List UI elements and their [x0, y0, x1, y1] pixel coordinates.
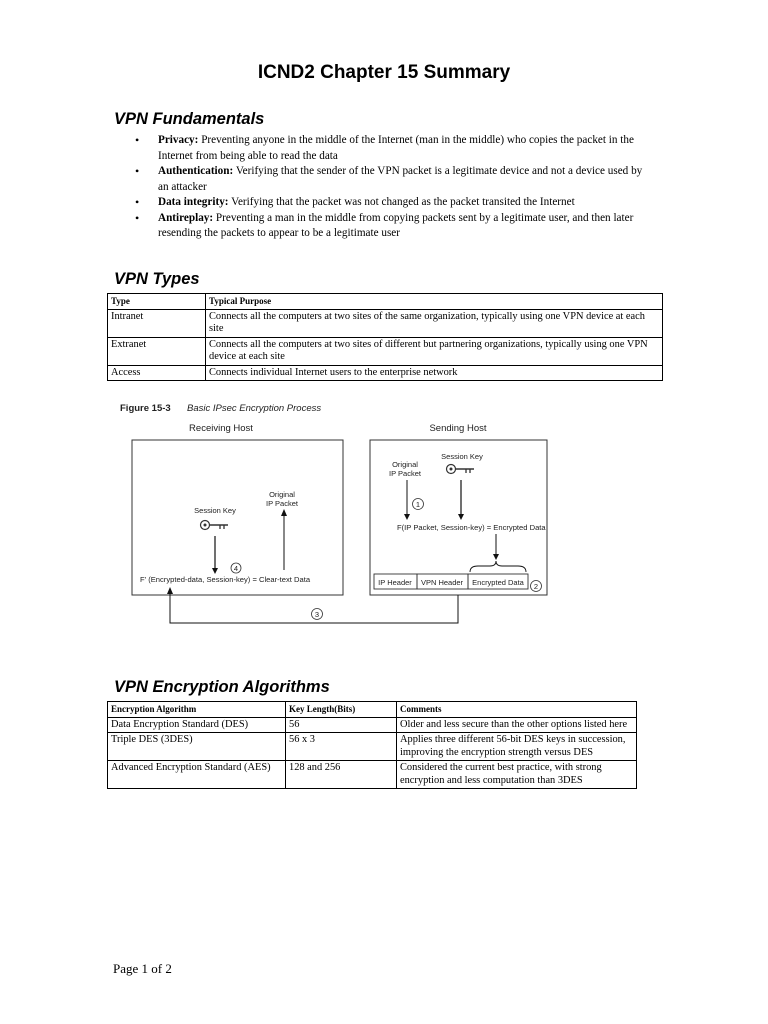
encryption-algorithms-table — [107, 701, 637, 789]
table-row — [108, 337, 663, 365]
step-4-number: 4 — [233, 564, 239, 573]
table-row — [108, 365, 663, 381]
decrypt-formula: F' (Encrypted-data, Session-key) = Clear-text Data — [140, 575, 311, 584]
decrypt-arrowhead — [212, 568, 218, 574]
table-cell: 128 and 256 — [286, 761, 397, 789]
step-1-number: 1 — [415, 500, 421, 509]
step-2-number: 2 — [533, 582, 539, 591]
table-cell: Extranet — [108, 337, 206, 365]
list-item — [135, 211, 655, 242]
transfer-arrowhead — [167, 587, 173, 594]
table-cell: Access — [108, 365, 206, 381]
encrypted-data-brace — [470, 561, 526, 572]
table-row — [108, 761, 637, 789]
table-cell: Connects all the computers at two sites of different but partnering organizations, typically using one VPN device at each site — [206, 337, 663, 365]
table-cell: Intranet — [108, 309, 206, 337]
ipsec-encryption-figure — [118, 398, 558, 628]
table-cell: Advanced Encryption Standard (AES) — [108, 761, 286, 789]
encrypt-formula: F(IP Packet, Session-key) = Encrypted Data — [397, 523, 546, 532]
table-header-row — [108, 294, 663, 310]
table-cell: Older and less secure than the other options listed here — [397, 717, 637, 733]
page-footer: Page 1 of 2 — [113, 961, 172, 976]
original-ip-packet-label-line2: IP Packet — [266, 499, 298, 508]
table-cell: Data Encryption Standard (DES) — [108, 717, 286, 733]
table-cell: 56 x 3 — [286, 733, 397, 761]
section-heading-types: VPN Types — [114, 270, 200, 288]
original-ip-packet-label-line1: Original — [269, 490, 295, 499]
vpn-types-table — [107, 293, 663, 381]
bullet-term: Antireplay: — [158, 211, 214, 224]
table-header-cell: Key Length(Bits) — [286, 702, 397, 718]
vpn-header-label: VPN Header — [420, 578, 464, 587]
table-row — [108, 309, 663, 337]
page-title: ICND2 Chapter 15 Summary — [257, 62, 511, 83]
encrypted-data-label: Encrypted Data — [472, 578, 524, 587]
original-ip-packet-label-line2: IP Packet — [389, 469, 421, 478]
receiving-host-label: Receiving Host — [189, 423, 253, 434]
table-header-cell: Typical Purpose — [206, 294, 663, 310]
table-header-cell: Encryption Algorithm — [108, 702, 286, 718]
table-cell: Considered the current best practice, with strong encryption and less computation than 3DES — [397, 761, 637, 789]
table-header-cell: Comments — [397, 702, 637, 718]
list-item — [135, 133, 655, 164]
list-item — [135, 195, 655, 211]
list-item — [135, 164, 655, 195]
section-heading-algorithms: VPN Encryption Algorithms — [114, 678, 330, 696]
table-cell: Applies three different 56-bit DES keys in succession, improving the encryption strength versus DES — [397, 733, 637, 761]
original-ip-packet-label-line1: Original — [392, 460, 418, 469]
bullet-text: Verifying that the sender of the VPN packet is a legitimate device and not a device used by an attacker — [158, 165, 643, 193]
step-3-number: 3 — [314, 610, 320, 619]
bullet-term: Data integrity: — [158, 196, 229, 208]
bullet-term: Authentication: — [158, 165, 234, 177]
bullet-text: Preventing anyone in the middle of the Internet (man in the middle) who copies the packet in the Internet from being able to read the data — [158, 134, 634, 162]
ip-header-label: IP Header — [378, 578, 412, 587]
section-heading-fundamentals: VPN Fundamentals — [114, 110, 265, 128]
cleartext-arrowhead — [281, 509, 287, 516]
bullet-term: Privacy: — [158, 134, 199, 146]
session-key-label: Session Key — [194, 506, 236, 515]
encrypted-data-arrowhead — [493, 554, 499, 560]
encrypt-input-arrowhead — [404, 514, 410, 520]
table-row — [108, 733, 637, 761]
table-cell: Triple DES (3DES) — [108, 733, 286, 761]
table-header-row — [108, 702, 637, 718]
bullet-text: Verifying that the packet was not changed as the packet transited the Internet — [228, 196, 575, 208]
table-cell: Connects all the computers at two sites of the same organization, typically using one VPN device at each site — [206, 309, 663, 337]
sending-host-label: Sending Host — [429, 423, 487, 434]
table-header-cell: Type — [108, 294, 206, 310]
session-key-label: Session Key — [441, 452, 483, 461]
key-icon — [447, 465, 475, 474]
figure-caption-text: Basic IPsec Encryption Process — [187, 403, 322, 414]
table-cell: Connects individual Internet users to the enterprise network — [206, 365, 663, 381]
key-icon — [201, 521, 229, 530]
table-cell: 56 — [286, 717, 397, 733]
encrypt-key-arrowhead — [458, 514, 464, 520]
bullet-text: Preventing a man in the middle from copying packets sent by a legitimate user, and then later resending the packets to appear to be a legitimate user — [158, 211, 634, 239]
fundamentals-list — [135, 133, 655, 242]
figure-caption-number: Figure 15-3 — [120, 403, 171, 414]
table-row — [108, 717, 637, 733]
